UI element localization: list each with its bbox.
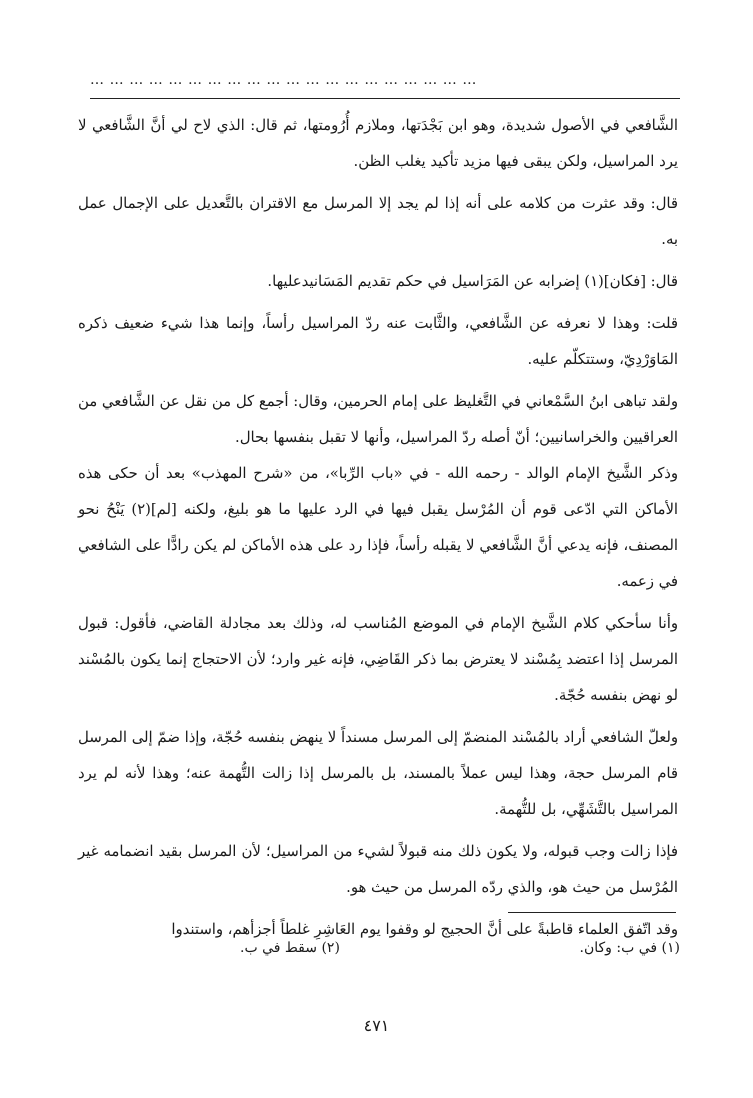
paragraph-6: وذكر الشَّيخ الإمام الوالد - رحمه الله - في «باب الرِّبا»، من «شرح المهذب» بعد أن حكى هذه الأماكن التي ادّعى قوم أن المُرْسل يقبل فيها في الرد عليها ما هو بليغ، ولكنه [لم](٢) يَنْحُ نحو المصنف، فإنه يدعي أنَّ الشَّافعي لا يقبله رأساً، فإذا رد على هذه الأماكن لم يكن رادًّا على الشافعي في زعمه. [78, 465, 678, 590]
paragraph-5: ولقد تباهى ابنُ السَّمْعاني في التَّغليظ على إمام الحرمين، وقال: أجمع كل من نقل عن الشَّافعي من العراقيين والخراسانيين؛ أنّ أصله ردّ المراسيل، وأنها لا تقبل بنفسها بحال. [78, 393, 678, 446]
paragraph-3: قال: [فكان](١) إضرابه عن المَرَاسيل في حكم تقديم المَسَانيدعليها. [267, 273, 678, 290]
page-number: ٤٧١ [363, 1016, 390, 1035]
main-text [78, 108, 678, 948]
paragraph-1: الشَّافعي في الأصول شديدة، وهو ابن بَجْدَتها، وملازم أُرُومتها، ثم قال: الذي لاح لي أنَّ الشَّافعي لا يرد المراسيل، ولكن يبقى فيها مزيد تأكيد يغلب الظن. [78, 117, 678, 170]
paragraph-8: ولعلّ الشافعي أراد بالمُسْند المنضمّ إلى المرسل مسنداً لا ينهض بنفسه حُجّة، وإذا ضمّ إلى المرسل قام المرسل حجة، وهذا ليس عملاً بالمسند، بل بالمرسل إذا زالت التُّهمة عنه؛ وهذا لأنه لم يرد المراسيل بالتَّشَهِّي، بل للتُّهمة. [78, 729, 678, 818]
footnote-1: (١) في ب: وكان. [579, 940, 680, 956]
paragraph-2: قال: وقد عثرت من كلامه على أنه إذا لم يجد إلا المرسل مع الاقتران بالتَّعديل على الإجمال عمل به. [78, 195, 678, 248]
paragraph-4: قلت: وهذا لا نعرفه عن الشَّافعي، والثَّابت عنه ردّ المراسيل رأساً، وإنما هذا شيء ضعيف ذكره المَاوَرْدِيّ، وستتكلّم عليه. [78, 315, 678, 368]
header-rule [90, 98, 680, 99]
paragraph-7: وأنا سأحكي كلام الشَّيخ الإمام في الموضع المُناسب له، وذلك بعد مجادلة القاضي، فأقول: قبول المرسل إذا اعتضد بِمُسْند لا يعترض بما ذكر القَاضِي، فإنه غير وارد؛ لأن الاحتجاج إنما يكون بالمُسْند لو نهض بنفسه حُجّة. [78, 615, 678, 704]
footnote-rule [508, 912, 676, 913]
footnotes [240, 940, 680, 956]
paragraph-9: فإذا زالت وجب قبوله، ولا يكون ذلك منه قبولاً لشيء من المراسيل؛ لأن المرسل بقيد انضمامه غير المُرْسل من حيث هو، والذي ردّه المرسل من حيث هو. [78, 843, 678, 896]
header-dotted-line: …………………………………………………… [90, 72, 482, 88]
footnote-2: (٢) سقط في ب. [240, 940, 340, 956]
paragraph-10: وقد اتّفق العلماء قاطبةً على أنَّ الحجيج لو وقفوا يوم العَاشِرِ غلطاً أجزأهم، واستندوا [171, 921, 678, 938]
